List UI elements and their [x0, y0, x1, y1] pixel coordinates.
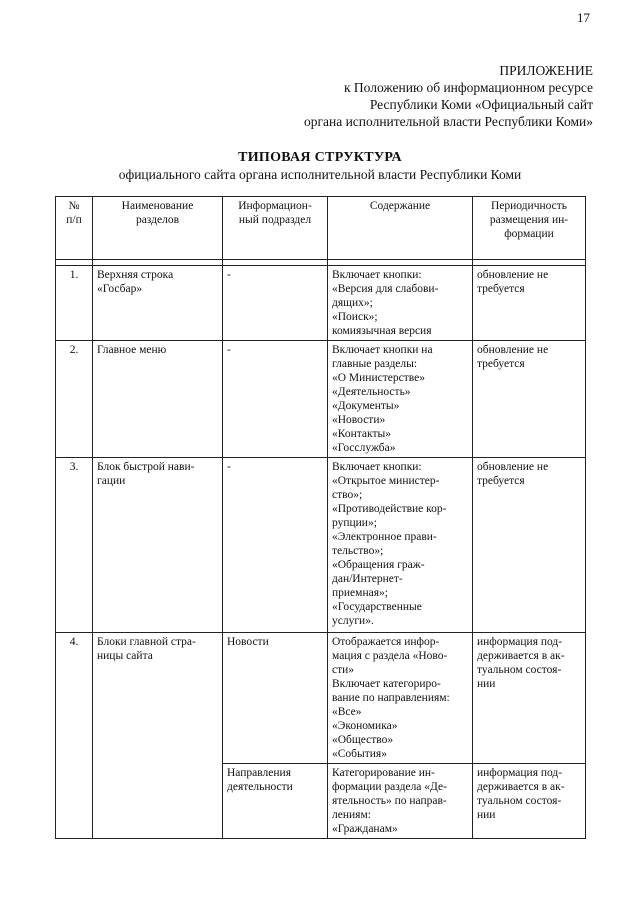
- row-content: Включает кнопки: «Открытое министер- ство»; «Противодействие кор- рупции»; «Электронное прави- тельство»; «Обращения граж- дан/Интернет- приемная»; «Государственные услуги».: [328, 458, 473, 633]
- page-number: 17: [577, 10, 590, 25]
- appendix-heading: [304, 62, 593, 130]
- row-content: Категорирование ин- формации раздела «Де- ятельность» по направ- лениям: «Гражданам»: [328, 764, 473, 839]
- table-row: [56, 266, 586, 341]
- header-period: Периодичность размещения ин- формации: [473, 197, 586, 260]
- row-num: 3.: [56, 458, 93, 633]
- row-subsection: Направления деятельности: [223, 764, 328, 839]
- row-name: Верхняя строка «Госбар»: [93, 266, 223, 341]
- row-content: Включает кнопки: «Версия для слабови- дящих»; «Поиск»; комиязычная версия: [328, 266, 473, 341]
- row-name: Главное меню: [93, 341, 223, 458]
- row-num: 4.: [56, 633, 93, 839]
- row-period: информация под- держивается в ак- туальном состоя- нии: [473, 633, 586, 764]
- appendix-line: Республики Коми «Официальный сайт: [369, 97, 593, 112]
- row-period: обновление не требуется: [473, 341, 586, 458]
- header-num: № п/п: [56, 197, 93, 260]
- row-subsection: -: [223, 458, 328, 633]
- table-row: [56, 458, 586, 633]
- table-header-row: [56, 197, 586, 260]
- row-num: 2.: [56, 341, 93, 458]
- header-subsection: Информацион- ный подраздел: [223, 197, 328, 260]
- row-content: Включает кнопки на главные разделы: «О Министерстве» «Деятельность» «Документы» «Новости» «Контакты» «Госслужба»: [328, 341, 473, 458]
- row-subsection: -: [223, 341, 328, 458]
- header-content: Содержание: [328, 197, 473, 260]
- structure-table: [55, 196, 586, 839]
- document-title: ТИПОВАЯ СТРУКТУРА: [238, 150, 402, 165]
- row-content: Отображается инфор- мация с раздела «Ново- сти» Включает категориро- вание по направлениям: «Все» «Экономика» «Общество» «События»: [328, 633, 473, 764]
- appendix-line: к Положению об информационном ресурсе: [344, 80, 593, 95]
- row-period: информация под- держивается в ак- туальном состоя- нии: [473, 764, 586, 839]
- document-subtitle: официального сайта органа исполнительной власти Республики Коми: [118, 167, 522, 182]
- appendix-line: органа исполнительной власти Республики Коми»: [303, 114, 593, 129]
- row-subsection: -: [223, 266, 328, 341]
- row-period: обновление не требуется: [473, 266, 586, 341]
- row-name: Блоки главной стра- ницы сайта: [93, 633, 223, 839]
- row-num: 1.: [56, 266, 93, 341]
- table-row: [56, 633, 586, 764]
- header-name: Наименование разделов: [93, 197, 223, 260]
- appendix-line: ПРИЛОЖЕНИЕ: [499, 63, 593, 78]
- row-period: обновление не требуется: [473, 458, 586, 633]
- table-row: [56, 341, 586, 458]
- row-name: Блок быстрой нави- гации: [93, 458, 223, 633]
- row-subsection: Новости: [223, 633, 328, 764]
